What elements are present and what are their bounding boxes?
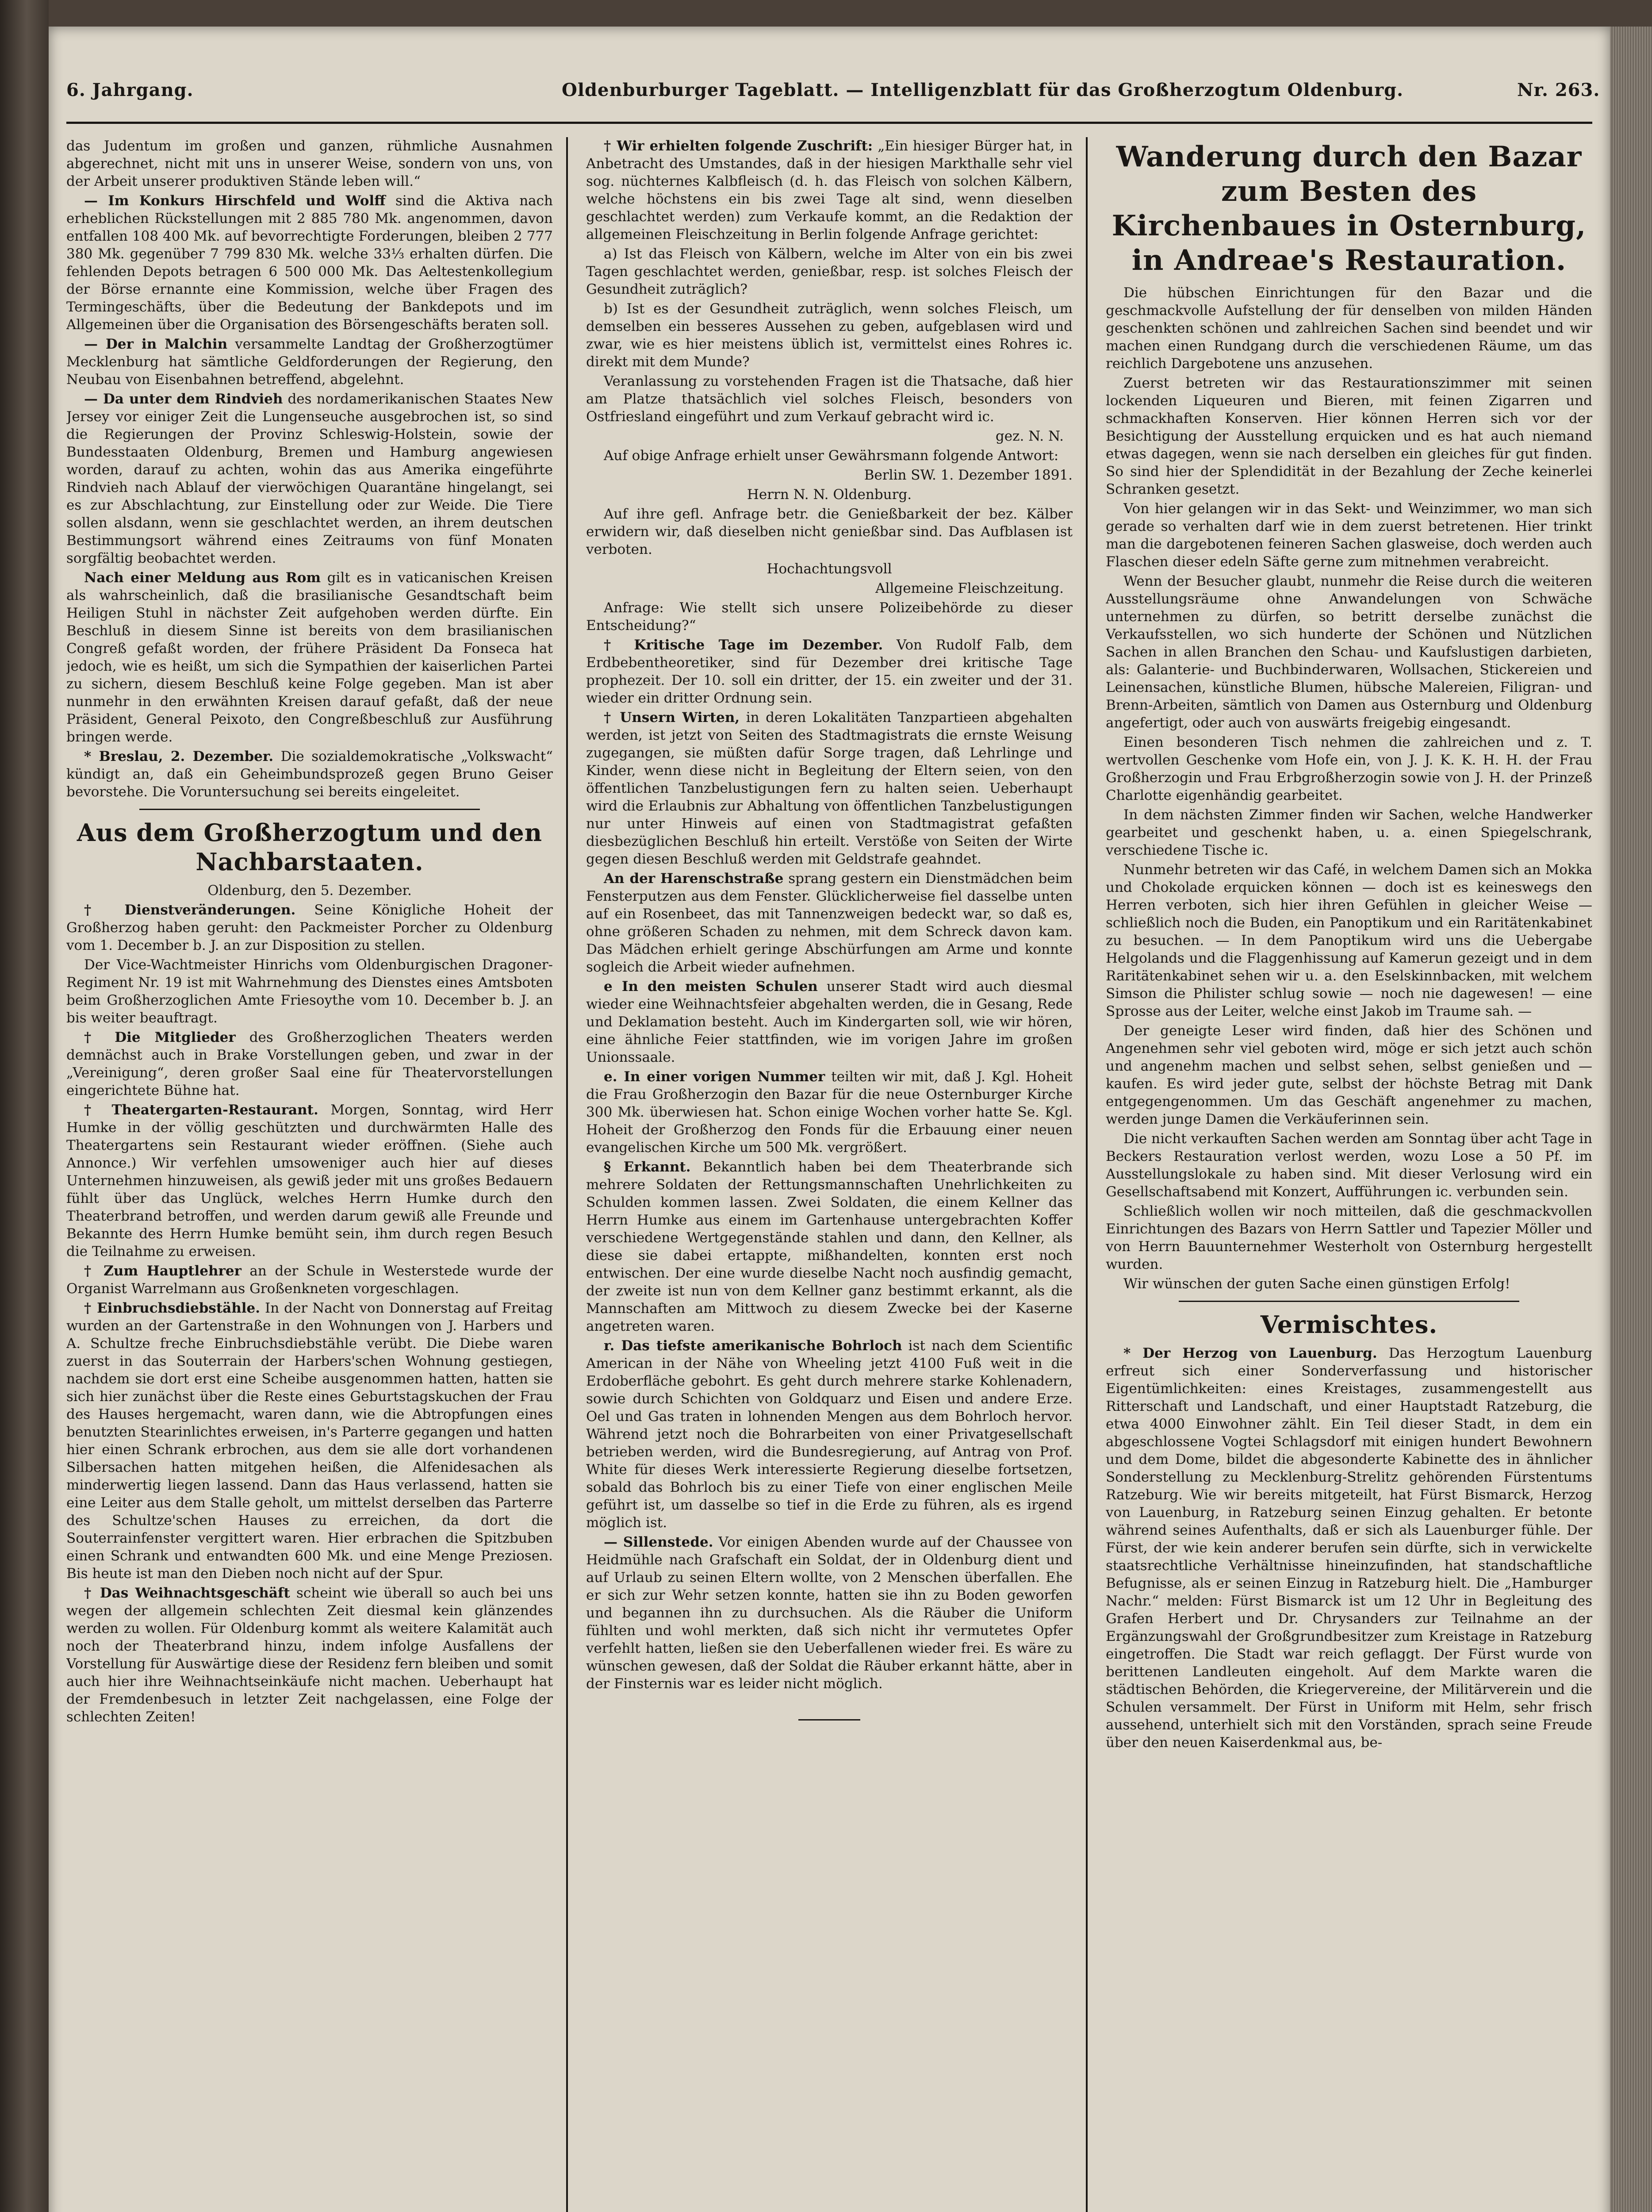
article-text: In dem nächsten Zimmer finden wir Sachen, welche Handwerker gearbeitet und geschenkt haben, u. a. einen Spiegelschrank, verschiedene Tische ic.	[1106, 807, 1592, 858]
article-text: Wir wünschen der guten Sache einen günstigen Erfolg!	[1123, 1276, 1510, 1292]
article-text: Wenn der Besucher glaubt, nunmehr die Reise durch die weiteren Ausstellungsräume ohne Anwandelungen von Schwäche unternehmen zu dürfen, so betritt derselbe zunächst die Verkaufsstellen, wo sich hunderte der Schönen und Nützlichen Sachen in allen Branchen den Schau- und Kaufslustigen darbieten, als: Galanterie- und Buchbinderwaren, Wollsachen, Stickereien und Leinensachen, künstliche Blumen, hübsche Malereien, Filigran- und Brenn-Arbeiten, sämtlich von Damen aus Osternburg und Oldenburg angefertigt, oder auch von auswärts freigebig eingesandt.	[1106, 573, 1592, 731]
article-text: das Judentum im großen und ganzen, rühmliche Ausnahmen abgerechnet, nicht mit uns in unserer Weise, sondern von uns, von der Arbeit unserer produktiven Stände leben will.“	[66, 138, 553, 189]
article-text: Von Rudolf Falb, dem Erdbebentheoretiker, sind für Dezember drei kritische Tage prophezeit. Der 10. soll ein dritter, der 15. ein zweiter und der 31. wieder ein dritter Ordnung sein.	[586, 637, 1073, 706]
article-text: sind die Aktiva nach erheblichen Rückstellungen mit 2 885 780 Mk. angenommen, davon entfallen 108 400 Mk. auf bevorrechtigte Forderungen, bleiben 2 777 380 Mk. gegenüber 7 799 830 Mk. welche 33⅓ erhalten dürfen. Die fehlenden Depots betragen 6 500 000 Mk. Das Aeltestenkollegium der Börse ernannte eine Kommission, welche über Fragen des Termingeschäfts, über die Bedeutung der Bankdepots und im Allgemeinen über die Organisation des Börsengeschäfts beraten soll.	[66, 193, 553, 333]
column-divider	[1086, 137, 1088, 2212]
section-rule	[1179, 1301, 1519, 1302]
article	[586, 1533, 1073, 1693]
masthead-title: Oldenburburger Tageblatt. — Intelligenzblatt für das Großherzogtum Oldenburg.	[562, 80, 1404, 100]
article	[586, 1158, 1073, 1335]
article	[586, 1337, 1073, 1532]
article-text: ist nach dem Scientific American in der Nähe von Wheeling jetzt 4100 Fuß weit in die Erdoberfläche gebohrt. Es geht durch mehrere starke Kohlenadern, sowie durch Schichten von Goldquarz und Eisen und andere Erze. Oel und Gas traten in lohnenden Mengen aus dem Bohrloch hervor. Während jetzt noch die Bohrarbeiten von einer Privatgesellschaft betrieben werden, wird die Bundesregierung, auf Antrag von Prof. White für dieses Werk interessierte Regierung dieselbe fortsetzen, sobald das Bohrloch bis zu einer Tiefe von einer englischen Meile geführt ist, um dasselbe so tief in die Erde zu führen, als es irgend möglich ist.	[586, 1338, 1073, 1531]
question-a: a) Ist das Fleisch von Kälbern, welche im Alter von ein bis zwei Tagen geschlachtet werden, genießbar, resp. ist solches Fleisch der Gesundheit zuträglich?	[586, 246, 1073, 297]
article-text: Der Vice-Wachtmeister Hinrichs vom Oldenburgischen Dragoner-Regiment Nr. 19 ist mit Wahrnehmung des Dienstes eines Amtsboten beim Großherzoglichen Amte Friesoythe vom 10. December b. J. an bis weiter beauftragt.	[66, 957, 553, 1026]
article	[586, 1068, 1073, 1156]
article	[586, 978, 1073, 1066]
article-heading: Nach einer Meldung aus Rom	[84, 570, 321, 586]
article-heading: r. Das tiefste amerikanische Bohrloch	[604, 1338, 902, 1354]
section-title: Vermischtes.	[1260, 1310, 1438, 1339]
article-text: gilt es in vaticanischen Kreisen als wahrscheinlich, daß die brasilianische Gesandtschaft beim Heiligen Stuhl in nächster Zeit aufgehoben werden dürfte. Ein Beschluß in diesem Sinne ist bereits von dem brasilianischen Congreß gefaßt worden, der frühere Präsident Da Fonseca hat jedoch, wie es heißt, um sich die Sympathien der kaiserlichen Partei zu sichern, diesem Beschluß keine Folge gegeben. Man ist aber nunmehr in den erwähnten Kreisen darauf gefaßt, daß der neue Präsident, General Peixoto, den Congreßbeschluß zur Ausführung bringen werde.	[66, 570, 553, 745]
article-text: versammelte Landtag der Großherzogtümer Mecklenburg hat sämtliche Geldforderungen der Regierung, den Neubau von Eisenbahnen betreffend, abgelehnt.	[66, 336, 553, 388]
article	[66, 748, 553, 801]
header-rule	[66, 122, 1592, 124]
book-binding	[0, 0, 49, 2212]
column-1	[66, 137, 553, 2212]
article-text: Die nicht verkauften Sachen werden am Sonntag über acht Tage in Beckers Restauration verlost werden, wozu Lose a 50 Pf. im Ausstellungslokale zu haben sind. Mit dieser Verlosung wird ein Gesellschaftsabend mit Konzert, Aufführungen ic. verbunden sein.	[1106, 1131, 1592, 1200]
article-text: Vor einigen Abenden wurde auf der Chaussee von Heidmühle nach Grafschaft ein Soldat, der in Oldenburg dient und auf Urlaub zu seinen Eltern wollte, von 2 Menschen überfallen. Ehe er sich zur Wehr setzen konnte, hatten sie ihn zu Boden geworfen und begannen ihn zu durchsuchen. Als die Räuber die Uniform fühlten und wohl merkten, daß sich nicht ihr vermutetes Opfer verfehlt hatten, ließen sie den Ueberfallenen wieder frei. Es wäre zu wünschen gewesen, daß der Soldat die Räuber erkannt hätte, aber in der Finsternis war es leider nicht möglich.	[586, 1534, 1073, 1692]
article-text: des nordamerikanischen Staates New Jersey vor einiger Zeit die Lungenseuche ausgebrochen ist, so sind die Regierungen der Provinz Schleswig-Holstein, sowie der Bundesstaaten Oldenburg, Bremen und Hamburg angewiesen worden, darauf zu achten, wohin das aus Amerika eingeführte Rindvieh nach Ablauf der vierwöchigen Quarantäne hingelangt, sei es zur Abschlachtung, zur Einstellung oder zur Weide. Die Tiere sollen alsdann, wenn sie geschlachtet werden, an ihrem deutschen Bestimmungsort während eines Zeitraums von fünf Monaten sorgfältig beobachtet werden.	[66, 391, 553, 566]
article-text: scheint wie überall so auch bei uns wegen der allgemein schlechten Zeit diesmal kein glänzendes werden zu wollen. Für Oldenburg kommt als weitere Kalamität auch noch der Theaterbrand hinzu, indem infolge Ausfallens der Vorstellung für Auswärtige diese der Residenz fern bleiben und somit auch hier ihre Weihnachtseinkäufe nicht machen. Ueberhaupt hat der Fremdenbesuch in letzter Zeit nachgelassen, eine Folge der schlechten Zeiten!	[66, 1585, 553, 1725]
article-text: Anfrage: Wie stellt sich unsere Polizeibehörde zu dieser Entscheidung?“	[586, 600, 1073, 634]
article-text: Schließlich wollen wir noch mitteilen, daß die geschmackvollen Einrichtungen des Bazars von Herrn Sattler und Tapezier Möller und von Herrn Bauunternehmer Westerholt von Osternburg hergestellt wurden.	[1106, 1203, 1592, 1272]
article-heading: † Die Mitglieder	[84, 1029, 236, 1045]
article-heading: † Dienstveränderungen.	[84, 902, 296, 918]
article-text: an der Schule in Westerstede wurde der Organist Warrelmann aus Großenkneten vorgeschlagen.	[66, 1263, 553, 1297]
section-title: Aus dem Großherzogtum und den Nachbarstaaten.	[77, 818, 543, 876]
article	[66, 1584, 553, 1726]
article-text: Morgen, Sonntag, wird Herr Humke in der völlig geschützten und durchwärmten Halle des Theatergartens sein Restaurant wieder eröffnen. (Siehe auch Annonce.) Wir verfehlen umsoweniger auch hier auf dieses Unternehmen hinzuweisen, als gewiß jeder mit uns großes Bedauern fühlt über das Unglück, welches Herrn Humke durch den Theaterbrand betroffen, und werden darum gewiß alle Freunde und Bekannte des Herrn Humke bemüht sein, ihm durch regen Besuch die Teilnahme zu erweisen.	[66, 1102, 553, 1260]
column-divider	[566, 137, 568, 2212]
page-header	[66, 80, 1600, 119]
article-heading: * Breslau, 2. Dezember.	[84, 749, 274, 764]
volume-label: 6. Jahrgang.	[66, 80, 194, 100]
article	[586, 137, 1073, 243]
feature-title: Wanderung durch den Bazar zum Besten des Kirchenbaues in Osternburg, in Andreae's Restauration.	[1112, 140, 1587, 277]
letter-closing: Hochachtungsvoll	[767, 561, 892, 577]
article-heading: e. In einer vorigen Nummer	[604, 1069, 825, 1085]
column-2	[586, 137, 1073, 2212]
article-heading: † Einbruchsdiebstähle.	[84, 1300, 261, 1316]
newspaper-page	[49, 27, 1610, 2212]
article-text: sprang gestern ein Dienstmädchen beim Fensterputzen aus dem Fenster. Glücklicherweise fiel dasselbe unten auf ein Rosenbeet, das mit Tannenzweigen bedeckt war, so daß es, ohne größeren Schaden zu nehmen, mit dem Schreck davon kam. Das Mädchen erhielt geringe Abschürfungen am Arme und konnte sogleich die Arbeit wieder aufnehmen.	[586, 871, 1073, 975]
article-text: Die hübschen Einrichtungen für den Bazar und die geschmackvolle Aufstellung der für denselben von milden Händen geschenkten schönen und zahlreichen Sachen sind beendet und wir machen einen Rundgang durch die verschiedenen Räume, um das reichlich Dargebotene uns anzusehen.	[1106, 285, 1592, 372]
article	[66, 192, 553, 334]
article	[66, 390, 553, 567]
article	[66, 1262, 553, 1298]
article	[586, 709, 1073, 868]
question-b: b) Ist es der Gesundheit zuträglich, wenn solches Fleisch, um demselben ein besseres Aussehen zu geben, aufgeblasen wird und zwar, wie es hier meistens üblich ist, vermittelst eines Rohres ic. direkt mit dem Munde?	[586, 301, 1073, 370]
article	[1106, 1344, 1592, 1751]
article-heading: † Wir erhielten folgende Zuschrift:	[604, 138, 873, 154]
letter-signature: Allgemeine Fleischzeitung.	[875, 580, 1064, 596]
article-text: Der geneigte Leser wird finden, daß hier des Schönen und Angenehmen sehr viel geboten wird, möge er sich jetzt auch schön und angenehm machen und selbst sehen, selbst genießen und — kaufen. Es wird jeder gute, selbst der höchste Betrag mit Dank entgegengenommen. Um das Geschäft angenehmer zu machen, werden junge Damen die Verkäuferinnen sein.	[1106, 1023, 1592, 1127]
article-heading: * Der Herzog von Lauenburg.	[1123, 1345, 1377, 1361]
letter-dateline: Berlin SW. 1. Dezember 1891.	[864, 467, 1073, 483]
issue-number: Nr. 263.	[1517, 80, 1600, 100]
article-text: Seine Königliche Hoheit der Großherzog haben geruht: den Packmeister Porcher zu Oldenburg vom 1. December b. J. an zur Disposition zu stellen.	[66, 902, 553, 953]
article-heading: § Erkannt.	[604, 1159, 691, 1175]
article-text: Von hier gelangen wir in das Sekt- und Weinzimmer, wo man sich gerade so verhalten darf wie in dem zuerst betretenen. Hier trinkt man die dargebotenen feineren Sachen glasweise, doch werden auch Flaschen dieser edeln Säfte gerne zum mitnehmen verabreicht.	[1106, 501, 1592, 570]
article-text: Die sozialdemokratische „Volkswacht“ kündigt an, daß ein Geheimbundsprozeß gegen Bruno Geiser bevorstehe. Die Voruntersuchung sei bereits eingeleitet.	[66, 749, 553, 800]
article-text: Einen besonderen Tisch nehmen die zahlreichen und z. T. wertvollen Geschenke vom Hofe ein, von J. J. K. K. H. H. der Frau Großherzogin und Frau Erbgroßherzogin sowie von J. H. der Prinzeß Charlotte eigenhändig gearbeitet.	[1106, 734, 1592, 803]
article	[66, 1299, 553, 1582]
article-heading: † Unsern Wirten,	[604, 710, 740, 726]
article-heading: — Da unter dem Rindvieh	[84, 391, 283, 407]
article-heading: — Der in Malchin	[84, 336, 228, 352]
article-text: des Großherzoglichen Theaters werden demnächst auch in Brake Vorstellungen geben, und zwar in der „Vereinigung“, deren großer Saal eine für Theatervorstellungen eingerichtete Bühne hat.	[66, 1029, 553, 1098]
article-text: unserer Stadt wird auch diesmal wieder eine Weihnachtsfeier abgehalten werden, die in Gesang, Rede und Deklamation besteht. Auch im Kindergarten soll, wie wir hören, eine ähnliche Feier stattfinden, wie im vorigen Jahre im großen Unionssaale.	[586, 979, 1073, 1065]
article-heading: † Das Weihnachtsgeschäft	[84, 1585, 290, 1601]
article-heading: — Im Konkurs Hirschfeld und Wolff	[84, 193, 386, 209]
article-text: teilten wir mit, daß J. Kgl. Hoheit die Frau Großherzogin den Bazar für die neue Osternburger Kirche 300 Mk. überwiesen hat. Schon einige Wochen vorher hatte Se. Kgl. Hoheit der Großherzog den Fonds für die Erbauung einer neuen evangelischen Kirche um 500 Mk. vergrößert.	[586, 1069, 1073, 1156]
article-text: Veranlassung zu vorstehenden Fragen ist die Thatsache, daß hier am Platze thatsächlich viel solches Fleisch, besonders von Ostfriesland eingeführt und zum Verkauf gebracht wird ic.	[586, 373, 1073, 425]
article-text: Auf obige Anfrage erhielt unser Gewährsmann folgende Antwort:	[604, 448, 1059, 464]
article-text: Bekanntlich haben bei dem Theaterbrande sich mehrere Soldaten der Rettungsmannschaften Unehrlichkeiten zu Schulden kommen lassen. Zwei Soldaten, die einem Kellner das Herrn Humke aus einem im Gartenhause untergebrachten Koffer verschiedene Wertgegenstände stahlen und dann, den Kellner, als diese sie dabei ertappte, mißhandelten, konnten erst noch entwischen. Der eine wurde dieselbe Nacht noch ausfindig gemacht, der zweite ist nun von dem Kellner ganz bestimmt erkannt, als die Mannschaften am Mittwoch zu diesem Zwecke bei der Kaserne angetreten waren.	[586, 1159, 1073, 1334]
article-text: In der Nacht von Donnerstag auf Freitag wurden an der Gartenstraße in den Wohnungen von J. Harbers und A. Schultze freche Einbruchsdiebstähle verübt. Die Diebe waren zuerst in das Souterrain der Harbers'schen Wohnung gestiegen, nachdem sie dort erst eine Scheibe ausgenommen hatten, hatten sie sich hier zunächst über die Reste eines Geburtstagskuchen der Frau des Hauses hergemacht, waren dann, wie die Abtropfungen eines benutzten Stearinlichtes erweisen, in's Parterre gegangen und hatten hier einen Schrank erbrochen, aus dem sie alle dort vorhandenen Silbersachen hatten mitgehen heißen, die Alfenidesachen als minderwertig liegen lassend. Dann das Haus verlassend, hatten sie eine Leiter aus dem Stalle geholt, um mittelst derselben das Parterre des Schultze'schen Hauses zu erreichen, da dort die Souterrainfenster vergittert waren. Hier erbrachen die Spitzbuben einen Schrank und entwandten 600 Mk. und eine Menge Preziosen. Bis heute ist man den Dieben noch nicht auf der Spur.	[66, 1300, 553, 1582]
article	[66, 1101, 553, 1260]
letter-addressee: Herrn N. N. Oldenburg.	[747, 487, 912, 503]
article-heading: † Kritische Tage im Dezember.	[604, 637, 883, 653]
article	[66, 901, 553, 954]
article-heading: — Sillenstede.	[604, 1534, 713, 1550]
article-heading: † Theatergarten-Restaurant.	[84, 1102, 318, 1118]
article-text: „Ein hiesiger Bürger hat, in Anbetracht des Umstandes, daß in der hiesigen Markthalle sehr viel sog. nüchternes Kalbfleisch (d. h. das Fleisch von solchen Kälbern, welche höchstens ein bis zwei Tage alt sind, wenn dieselben geschlachtet werden) zum Verkaufe kommt, an die Redaktion der allgemeinen Fleischzeitung in Berlin folgende Anfrage gerichtet:	[586, 138, 1073, 242]
column-3	[1106, 137, 1592, 2212]
article	[586, 870, 1073, 976]
article	[66, 569, 553, 746]
article	[66, 335, 553, 388]
article-heading: e In den meisten Schulen	[604, 979, 818, 995]
dateline: Oldenburg, den 5. Dezember.	[207, 883, 412, 899]
article-text: in deren Lokalitäten Tanzpartieen abgehalten werden, ist jetzt von Seiten des Stadtmagistrats die ernste Weisung zugegangen, sie müßten dafür Sorge tragen, daß Lehrlinge und Kinder, wenn diese nicht in Begleitung der Eltern seien, von den öffentlichen Tanzbelustigungen fern zu halten seien. Ueberhaupt wird die Erlaubnis zur Abhaltung von öffentlichen Tanzbelustigungen nur unter Hinweis auf einen von Stadtmagistrat gefaßten diesbezüglichen Beschluß hin erteilt. Verstöße von Seiten der Wirte gegen diesen Beschluß werden mit Geldstrafe geahndet.	[586, 710, 1073, 867]
article-heading: An der Harenschstraße	[604, 871, 784, 887]
article-text: Nunmehr betreten wir das Café, in welchem Damen sich an Mokka und Chokolade erquicken können — doch ist es keineswegs den Herren verboten, sich hier ihren Gefühlen in gleicher Weise — schließlich noch die Buden, ein Panoptikum und ein Raritätenkabinet zu besuchen. — In dem Panoptikum wird uns die Uebergabe Helgolands und die Flaggenhissung auf Kamerun gezeigt und in dem Raritätenkabinet sehen wir u. a. den Eselskinnbacken, mit welchem Simson die Philister schlug sowie — noch nie dagewesen! — eine Sprosse aus der Leiter, welche einst Jakob im Traume sah. —	[1106, 862, 1592, 1019]
article-heading: † Zum Hauptlehrer	[84, 1263, 241, 1279]
article	[586, 636, 1073, 707]
article-text: Das Herzogtum Lauenburg erfreut sich einer Sonderverfassung und historischer Eigentümlichkeiten: eines Kreistages, zusammengestellt aus Ritterschaft und Landschaft, und einer Hauptstadt Ratzeburg, die etwa 4000 Einwohner zählt. Ein Teil dieser Stadt, in dem ein abgeschlossene Vogtei Schlagsdorf mit einigen hundert Bewohnern und dem Dome, bildet die abgesonderte Kabinette des in ähnlicher Sonderstellung zu Mecklenburg-Strelitz gehörenden Fürstentums Ratzeburg. Wie wir bereits mitgeteilt, hat Fürst Bismarck, Herzog von Lauenburg, in Ratzeburg seinen Einzug gehalten. Er betonte während seines Aufenthalts, daß er sich als Lauenburger fühle. Der Fürst, der wie kein anderer berufen sein dürfte, sich in verwickelte staatsrechtliche Verhältnisse hineinzufinden, hat standschaftliche Befugnisse, als er seinen Einzug in Ratzeburg hielt. Die „Hamburger Nachr.“ melden: Fürst Bismarck ist um 12 Uhr in Begleitung des Grafen Herbert und Dr. Chrysanders zur Teilnahme an der Ergänzungswahl der Großgrundbesitzer zum Kreistage in Ratzeburg eingetroffen. Die Stadt war reich geflaggt. Der Fürst wurde von berittenen Landleuten eingeholt. Auf dem Markte waren die städtischen Behörden, die Kriegervereine, der Militärverein und die Schulen versammelt. Der Fürst in Uniform mit Helm, sehr frisch aussehend, unterhielt sich mit den Vorständen, sprach seine Freude über den neuen Kaiserdenkmal aus, be-	[1106, 1345, 1592, 1751]
article-text: Auf ihre gefl. Anfrage betr. die Genießbarkeit der bez. Kälber erwidern wir, daß dieselben nicht genießbar sind. Das Aufblasen ist verboten.	[586, 506, 1073, 557]
article-text: Zuerst betreten wir das Restaurationszimmer mit seinen lockenden Liqueuren und Bieren, mit feinen Zigarren und schmackhaften Konserven. Hier können Herren sich vor der Besichtigung der Ausstellung erquicken und es hat auch niemand etwas dagegen, wenn sie nach derselben ein gleiches für gut finden. So sind hier der Splendidität in der Bezahlung der Zeche keinerlei Schranken gesetzt.	[1106, 375, 1592, 497]
page-edge	[1610, 27, 1652, 2212]
article	[66, 1029, 553, 1099]
end-rule	[798, 1719, 860, 1720]
signature: gez. N. N.	[995, 428, 1064, 444]
section-rule	[139, 809, 480, 810]
